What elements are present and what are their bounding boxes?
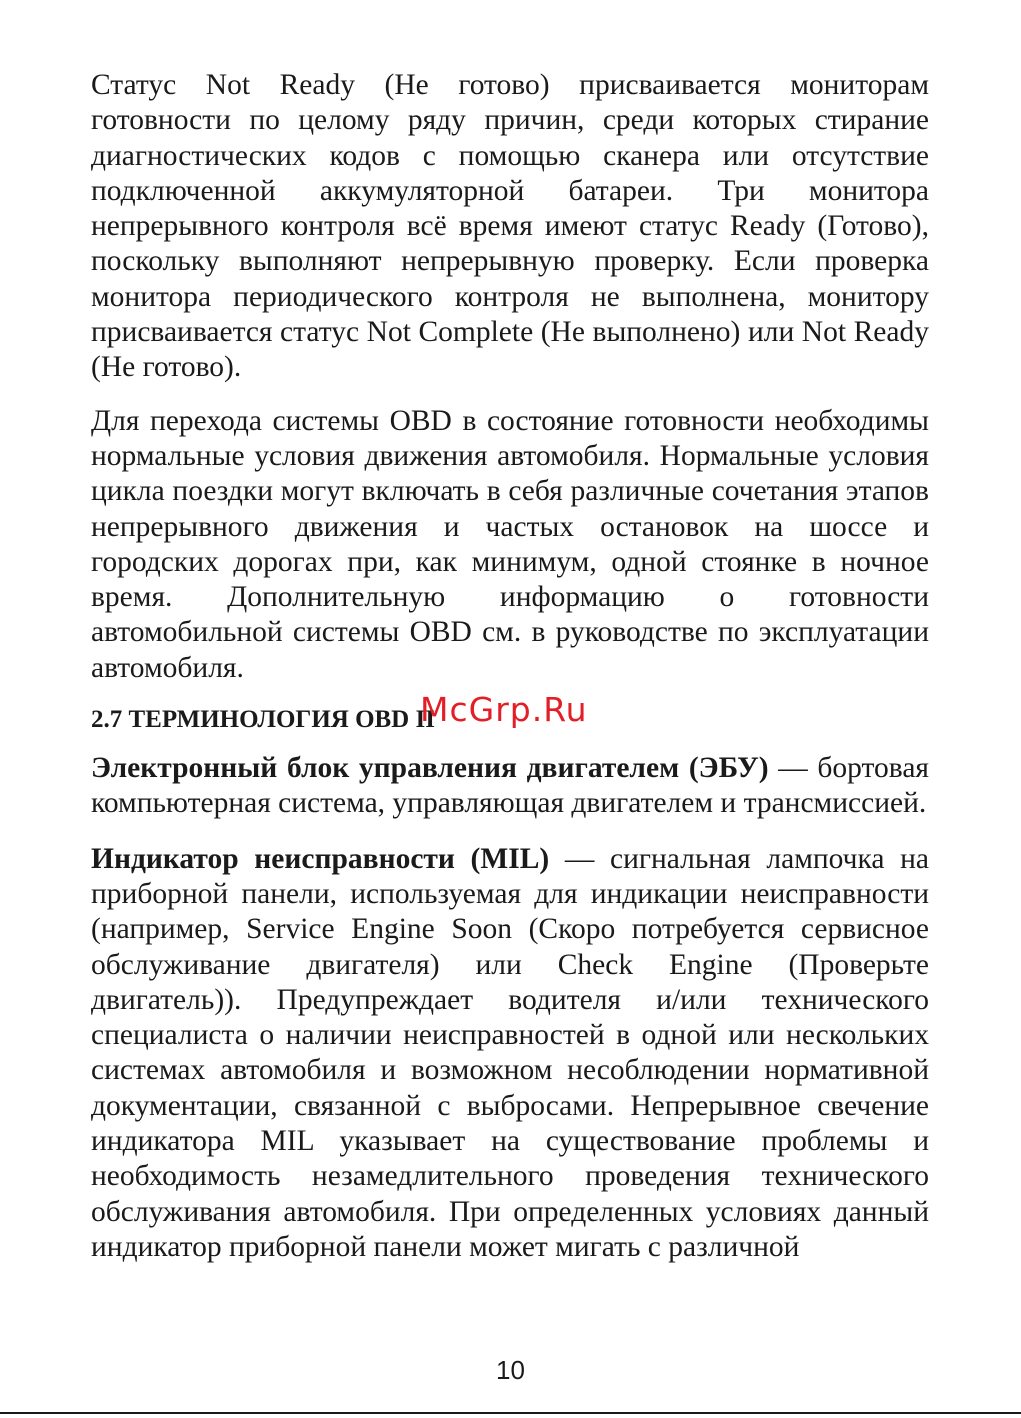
bottom-divider: [0, 1412, 1021, 1414]
term-title: Индикатор неисправности (MIL): [91, 842, 550, 875]
page-content: [91, 68, 929, 1265]
paragraph-readiness-status: Статус Not Ready (Не готово) присваивается мониторам готовности по целому ряду причин, среди которых стирание диагностических кодов с помощью сканера или отсутствие подключенной аккумуляторной батареи. Три монитора непрерывного контроля всё время имеют статус Ready (Готово), поскольку выполняют непрерывную проверку. Если проверка монитора периодического контроля не выполнена, монитору присваивается статус Not Complete (Не выполнено) или Not Ready (Не готово).: [91, 69, 929, 384]
term-entry-mil: [91, 842, 929, 1266]
term-title: Электронный блок управления двигателем (ЭБУ): [91, 752, 769, 785]
paragraph-obd-readiness-conditions: Для перехода системы OBD в состояние готовности необходимы нормальные условия движения автомобиля. Нормальные условия цикла поездки могут включать в себя различные сочетания этапов непрерывного движения и частых остановок на шоссе и городских дорогах при, как минимум, одной стоянке в ночное время. Дополнительную информацию о готовности автомобильной системы OBD см. в руководстве по эксплуатации автомобиля.: [91, 404, 929, 684]
section-heading: 2.7 ТЕРМИНОЛОГИЯ OBD II: [91, 706, 435, 734]
watermark-logo: McGrp.Ru: [420, 690, 588, 729]
page-number: 10: [496, 1355, 525, 1385]
term-entry-ecu: [91, 751, 929, 822]
term-definition: — бортовая компьютерная система, управляющая двигателем и трансмиссией.: [91, 752, 929, 820]
term-definition: — сигнальная лампочка на приборной панели, используемая для индикации неисправности (например, Service Engine Soon (Скоро потребуется сервисное обслуживание двигателя) или Check Engine (Проверьте двигатель)). Предупреждает водителя и/или технического специалиста о наличии неисправностей в одной или нескольких системах автомобиля и возможном несоблюдении нормативной документации, связанной с выбросами. Непрерывное свечение индикатора MIL указывает на существование проблемы и необходимость незамедлительного проведения технического обслуживания автомобиля. При определенных условиях данный индикатор приборной панели может мигать с различной: [91, 842, 929, 1263]
